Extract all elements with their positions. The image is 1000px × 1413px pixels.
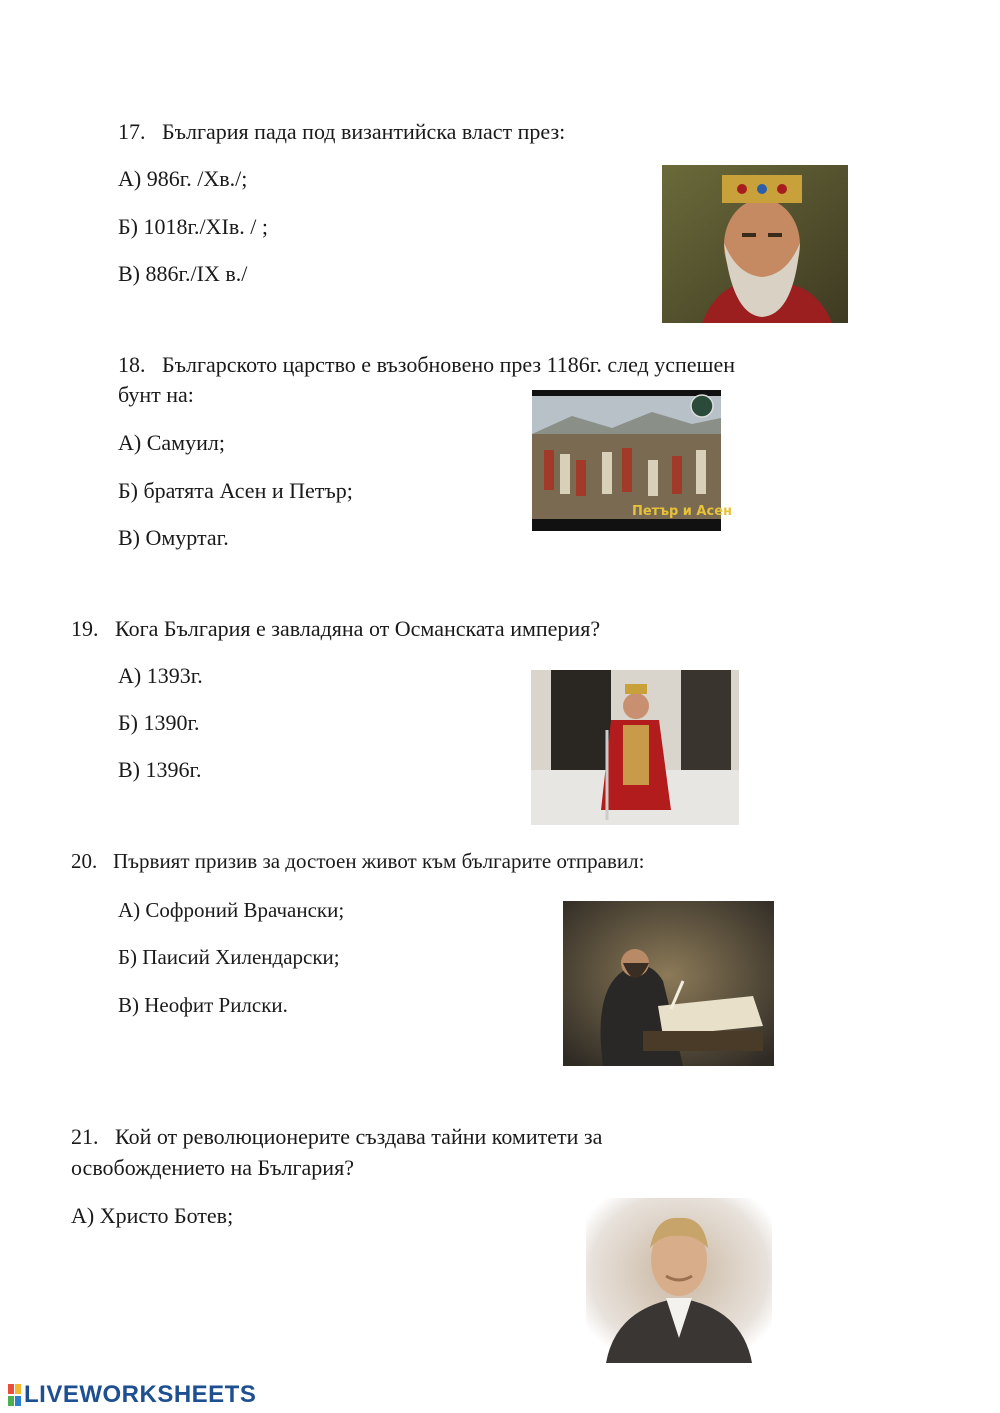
liveworksheets-logo xyxy=(8,1381,256,1409)
answer-option[interactable]: В) 886г./IX в./ xyxy=(118,261,248,286)
answer-option[interactable]: Б) братята Асен и Петър; xyxy=(118,478,353,503)
question-20-title xyxy=(71,846,644,876)
question-text: Кой от революционерите създава тайни комитети за xyxy=(115,1124,603,1149)
answer-option[interactable]: А) Самуил; xyxy=(118,430,225,455)
question-text-continued: освобождението на България? xyxy=(71,1155,354,1180)
liveworksheets-logo-icon xyxy=(8,1384,22,1406)
question-number: 20. xyxy=(71,849,98,873)
answer-option[interactable]: В) Омуртаг. xyxy=(118,525,229,550)
revolutionary-portrait-image xyxy=(586,1198,772,1363)
question-17-title xyxy=(118,117,565,147)
question-number: 17. xyxy=(118,119,146,144)
answer-option[interactable]: А) 1393г. xyxy=(118,663,203,688)
uprising-scene-image xyxy=(532,390,733,531)
answer-option[interactable]: А) 986г. /Хв./; xyxy=(118,166,248,191)
question-text: България пада под византийска власт през: xyxy=(162,119,566,144)
question-number: 21. xyxy=(71,1124,99,1149)
tsar-portrait-image xyxy=(662,165,848,323)
question-text: Първият призив за достоен живот към българите отправил: xyxy=(113,849,645,873)
answer-option[interactable]: В) Неофит Рилски. xyxy=(118,993,288,1017)
answer-option[interactable]: Б) Паисий Хилендарски; xyxy=(118,945,340,969)
question-21-title xyxy=(71,1122,602,1152)
question-number: 19. xyxy=(71,616,99,641)
logo-text: LIVEWORKSHEETS xyxy=(24,1381,257,1408)
writing-monk-image xyxy=(563,901,774,1066)
question-number: 18. xyxy=(118,352,146,377)
answer-option[interactable]: В) 1396г. xyxy=(118,757,202,782)
question-text-continued: бунт на: xyxy=(118,382,194,407)
answer-option[interactable]: А) Христо Ботев; xyxy=(71,1203,234,1228)
question-text: Българското царство е възобновено през 1186г. след успешен xyxy=(162,352,736,377)
question-19-title xyxy=(71,614,600,644)
answer-option[interactable]: Б) 1390г. xyxy=(118,710,200,735)
question-18-title xyxy=(118,350,735,380)
kneeling-king-image xyxy=(531,670,739,825)
image-caption: Петър и Асен xyxy=(631,504,733,519)
question-text: Кога България е завладяна от Османската империя? xyxy=(115,616,601,641)
answer-option[interactable]: А) Софроний Врачански; xyxy=(118,898,345,922)
answer-option[interactable]: Б) 1018г./XIв. / ; xyxy=(118,214,268,239)
